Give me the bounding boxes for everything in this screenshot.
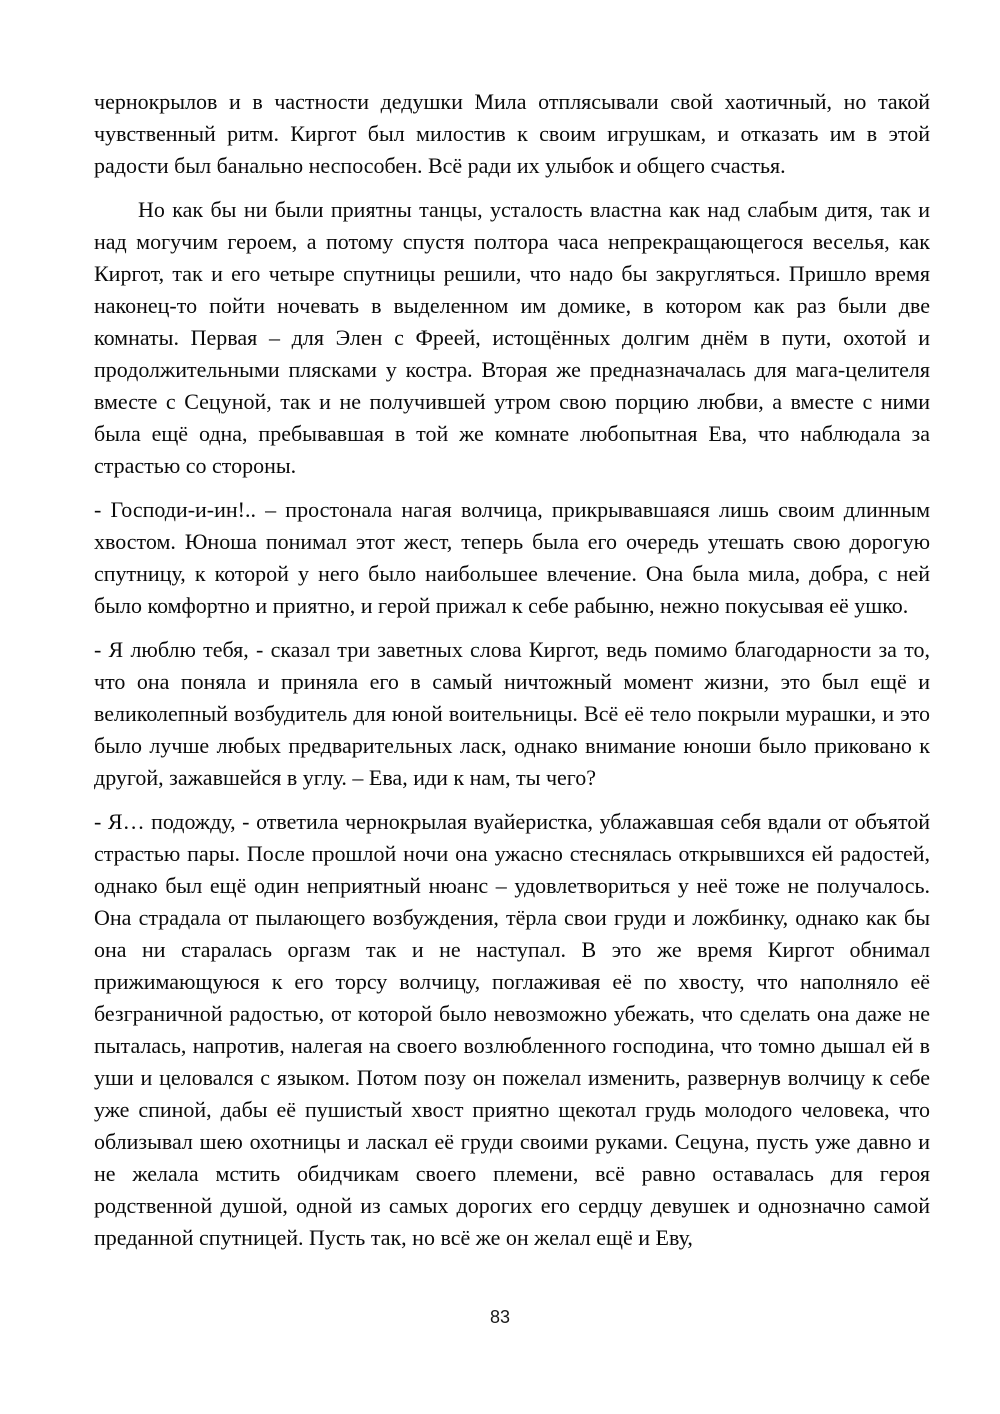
page-number: 83 <box>489 1307 511 1327</box>
paragraph-continuation: чернокрылов и в частности дедушки Мила отплясывали свой хаотичный, но такой чувственный ритм. Киргот был милостив к своим игрушкам, и отказать им в этой радости был банально неспособен. Всё ради их улыбок и общего счастья. <box>94 89 930 178</box>
paragraph-dialogue-2: - Я люблю тебя, - сказал три заветных слова Киргот, ведь помимо благодарности за то, что она поняла и приняла его в самый ничтожный момент жизни, это был ещё и великолепный возбудитель для юной воительницы. Всё её тело покрыли мурашки, и это было лучше любых предварительных ласк, однако внимание юноши было приковано к другой, зажавшейся в углу. – Ева, иди к нам, ты чего? <box>94 637 930 790</box>
paragraph-dialogue-3: - Я… подожду, - ответила чернокрылая вуайеристка, ублажавшая себя вдали от объятой страстью пары. После прошлой ночи она ужасно стеснялась открывшихся ей радостей, однако был ещё один неприятный нюанс – удовлетвориться у неё тоже не получалось. Она страдала от пылающего возбуждения, тёрла свои груди и ложбинку, однако как бы она ни старалась оргазм так и не наступал. В это же время Киргот обнимал прижимающуюся к его торсу волчицу, поглаживая её по хвосту, что наполняло её безграничной радостью, от которой было невозможно убежать, что сделать она даже не пыталась, напротив, налегая на своего возлюбленного господина, что томно дышал ей в уши и целовался с языком. Потом позу он пожелал изменить, развернув волчицу к себе уже спиной, дабы её пушистый хвост приятно щекотал грудь молодого человека, что облизывал шею охотницы и ласкал её груди своими руками. Сецуна, пусть уже давно и не желала мстить обидчикам своего племени, всё равно оставалась для героя родственной душой, одной из самых дорогих его сердцу девушек и однозначно самой преданной спутницей. Пусть так, но всё же он желал ещё и Еву, <box>94 809 930 1250</box>
paragraph-narrative: Но как бы ни были приятны танцы, усталость властна как над слабым дитя, так и над могучим героем, а потому спустя полтора часа непрекращающегося веселья, как Киргот, так и его четыре спутницы решили, что надо бы закругляться. Пришло время наконец-то пойти ночевать в выделенном им домике, в котором как раз были две комнаты. Первая – для Элен с Фреей, истощённых долгим днём в пути, охотой и продолжительными плясками у костра. Вторая же предназначалась для мага-целителя вместе с Сецуной, так и не получившей утром свою порцию любви, а вместе с ними была ещё одна, пребывавшая в той же комнате любопытная Ева, что наблюдала за страстью со стороны. <box>94 197 930 478</box>
page-body <box>94 86 930 1266</box>
paragraph-dialogue-1: - Господи-и-ин!.. – простонала нагая волчица, прикрывавшаяся лишь своим длинным хвостом. Юноша понимал этот жест, теперь была его очередь утешать свою дорогую спутницу, к которой у него было наибольшее влечение. Она была мила, добра, с ней было комфортно и приятно, и герой прижал к себе рабыню, нежно покусывая её ушко. <box>94 497 930 618</box>
